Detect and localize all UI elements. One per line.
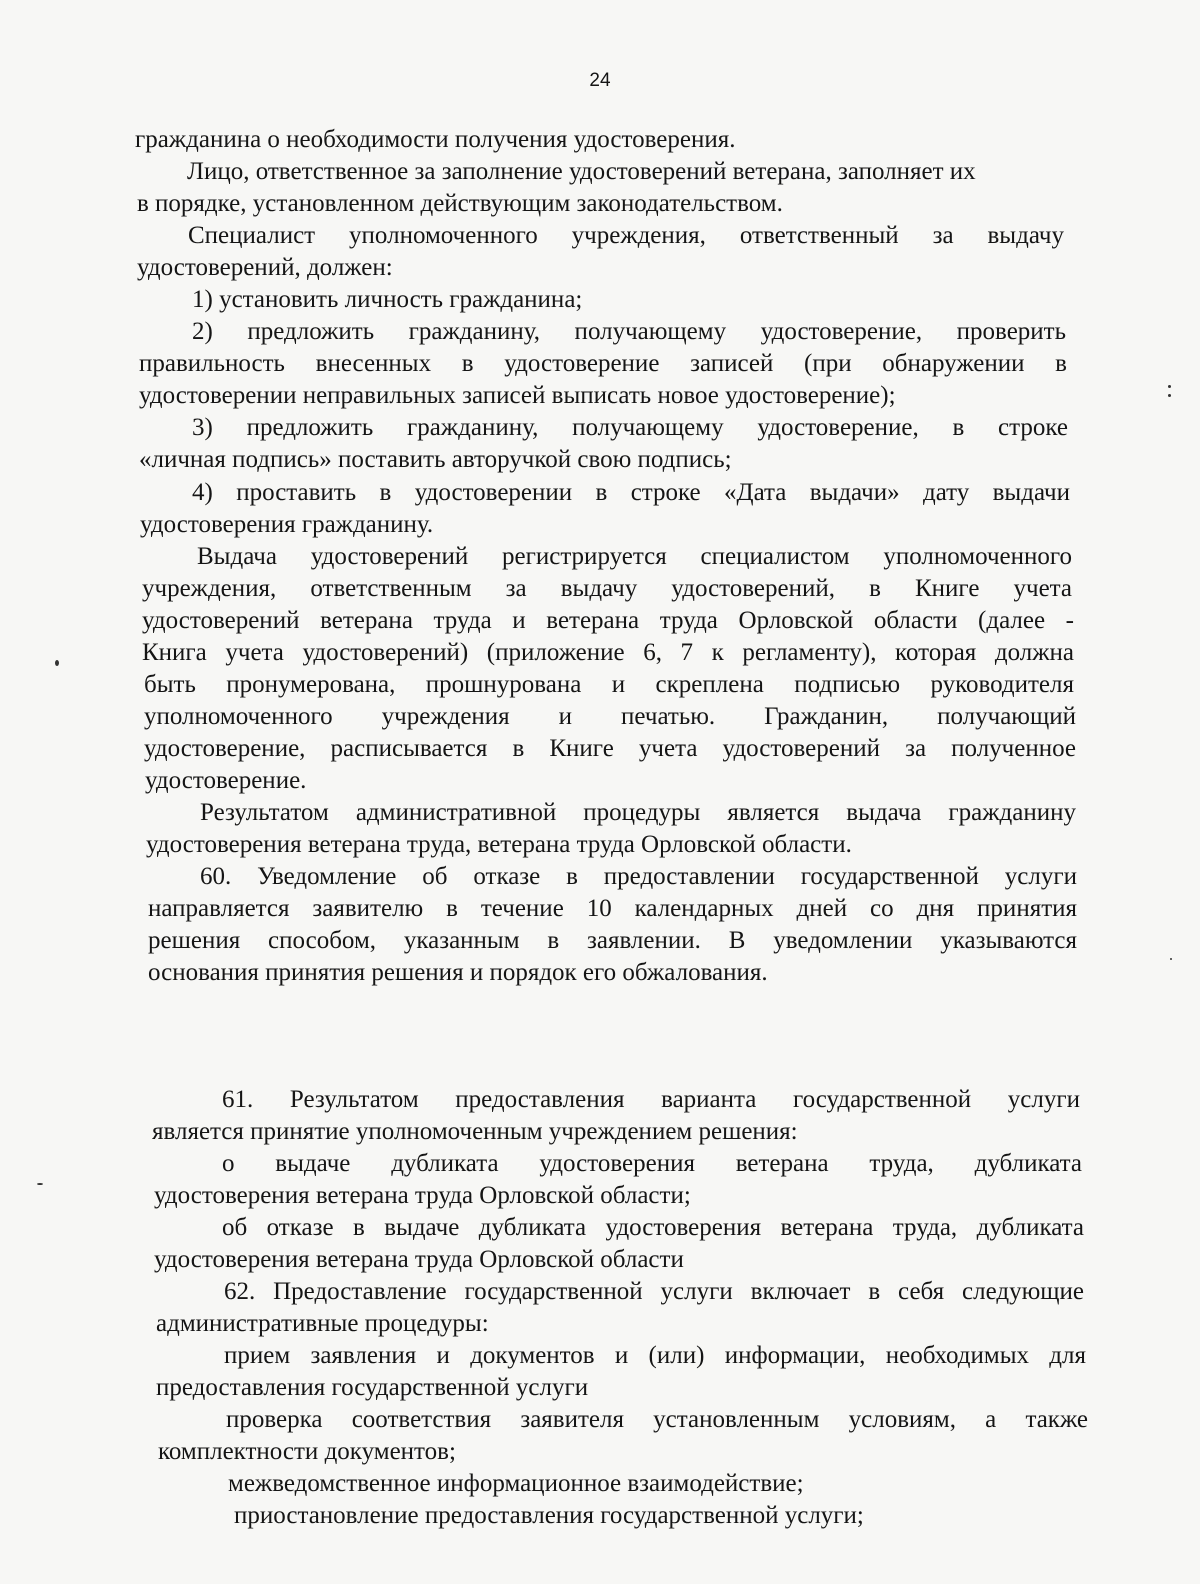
text-line: 4) проставить в удостоверении в строке «Дата выдачи» дату выдачи [192,479,1070,506]
text-line: гражданина о необходимости получения удостоверения. [135,126,736,153]
text-line: 3) предложить гражданину, получающему удостоверение, в строке [192,414,1068,441]
text-line: удостоверении неправильных записей выписать новое удостоверение); [139,382,896,409]
text-line: об отказе в выдаче дубликата удостоверения ветерана труда, дубликата [222,1214,1084,1241]
scan-speck [1168,385,1171,388]
text-line: основания принятия решения и порядок его обжалования. [148,959,768,986]
text-line: Выдача удостоверений регистрируется специалистом уполномоченного [197,543,1072,570]
text-line: уполномоченного учреждения и печатью. Гражданин, получающий [144,703,1076,730]
text-line: о выдаче дубликата удостоверения ветерана труда, дубликата [222,1150,1082,1177]
scan-speck [1168,394,1171,397]
text-line: приостановление предоставления государственной услуги; [234,1502,864,1529]
text-line: в порядке, установленном действующим законодательством. [137,190,783,217]
text-line: Книга учета удостоверений) (приложение 6, 7 к регламенту), которая должна [142,639,1074,666]
scan-speck [1170,958,1172,960]
text-line: Лицо, ответственное за заполнение удостоверений ветерана, заполняет их [187,158,976,185]
text-line: удостоверения гражданину. [140,511,434,538]
text-line: Специалист уполномоченного учреждения, ответственный за выдачу [188,222,1064,249]
text-line: удостоверение, расписывается в Книге учета удостоверений за полученное [144,735,1076,762]
text-line: проверка соответствия заявителя установленным условиям, а также [226,1406,1088,1433]
scan-speck [37,1183,43,1185]
text-line: правильность внесенных в удостоверение записей (при обнаружении в [139,350,1067,377]
text-line: 2) предложить гражданину, получающему удостоверение, проверить [192,318,1066,345]
text-line: 61. Результатом предоставления варианта государственной услуги [222,1086,1080,1113]
text-line: направляется заявителю в течение 10 календарных дней со дня принятия [148,895,1077,922]
text-line: решения способом, указанным в заявлении. В уведомлении указываются [148,927,1077,954]
text-line: 1) установить личность гражданина; [192,286,583,313]
text-line: комплектности документов; [158,1438,456,1465]
text-line: является принятие уполномоченным учреждением решения: [152,1118,798,1145]
text-line: 60. Уведомление об отказе в предоставлении государственной услуги [200,863,1077,890]
text-line: учреждения, ответственным за выдачу удостоверений, в Книге учета [142,575,1072,602]
text-line: «личная подпись» поставить авторучкой свою подпись; [139,446,732,473]
text-line: межведомственное информационное взаимодействие; [228,1470,804,1497]
text-line: удостоверения ветерана труда Орловской области; [154,1182,691,1209]
text-line: удостоверения ветерана труда, ветерана труда Орловской области. [146,831,852,858]
page-number: 24 [589,70,611,91]
text-line: удостоверение. [145,767,307,794]
text-line: предоставления государственной услуги [156,1374,589,1401]
text-line: 62. Предоставление государственной услуги включает в себя следующие [224,1278,1084,1305]
text-line: административные процедуры: [156,1310,489,1337]
text-line: удостоверений ветерана труда и ветерана труда Орловской области (далее - [142,607,1074,634]
text-line: прием заявления и документов и (или) информации, необходимых для [224,1342,1086,1369]
text-line: удостоверений, должен: [137,254,393,281]
scan-speck [55,660,59,666]
text-line: удостоверения ветерана труда Орловской области [154,1246,684,1273]
text-line: быть пронумерована, прошнурована и скреплена подписью руководителя [144,671,1074,698]
text-line: Результатом административной процедуры является выдача гражданину [200,799,1076,826]
